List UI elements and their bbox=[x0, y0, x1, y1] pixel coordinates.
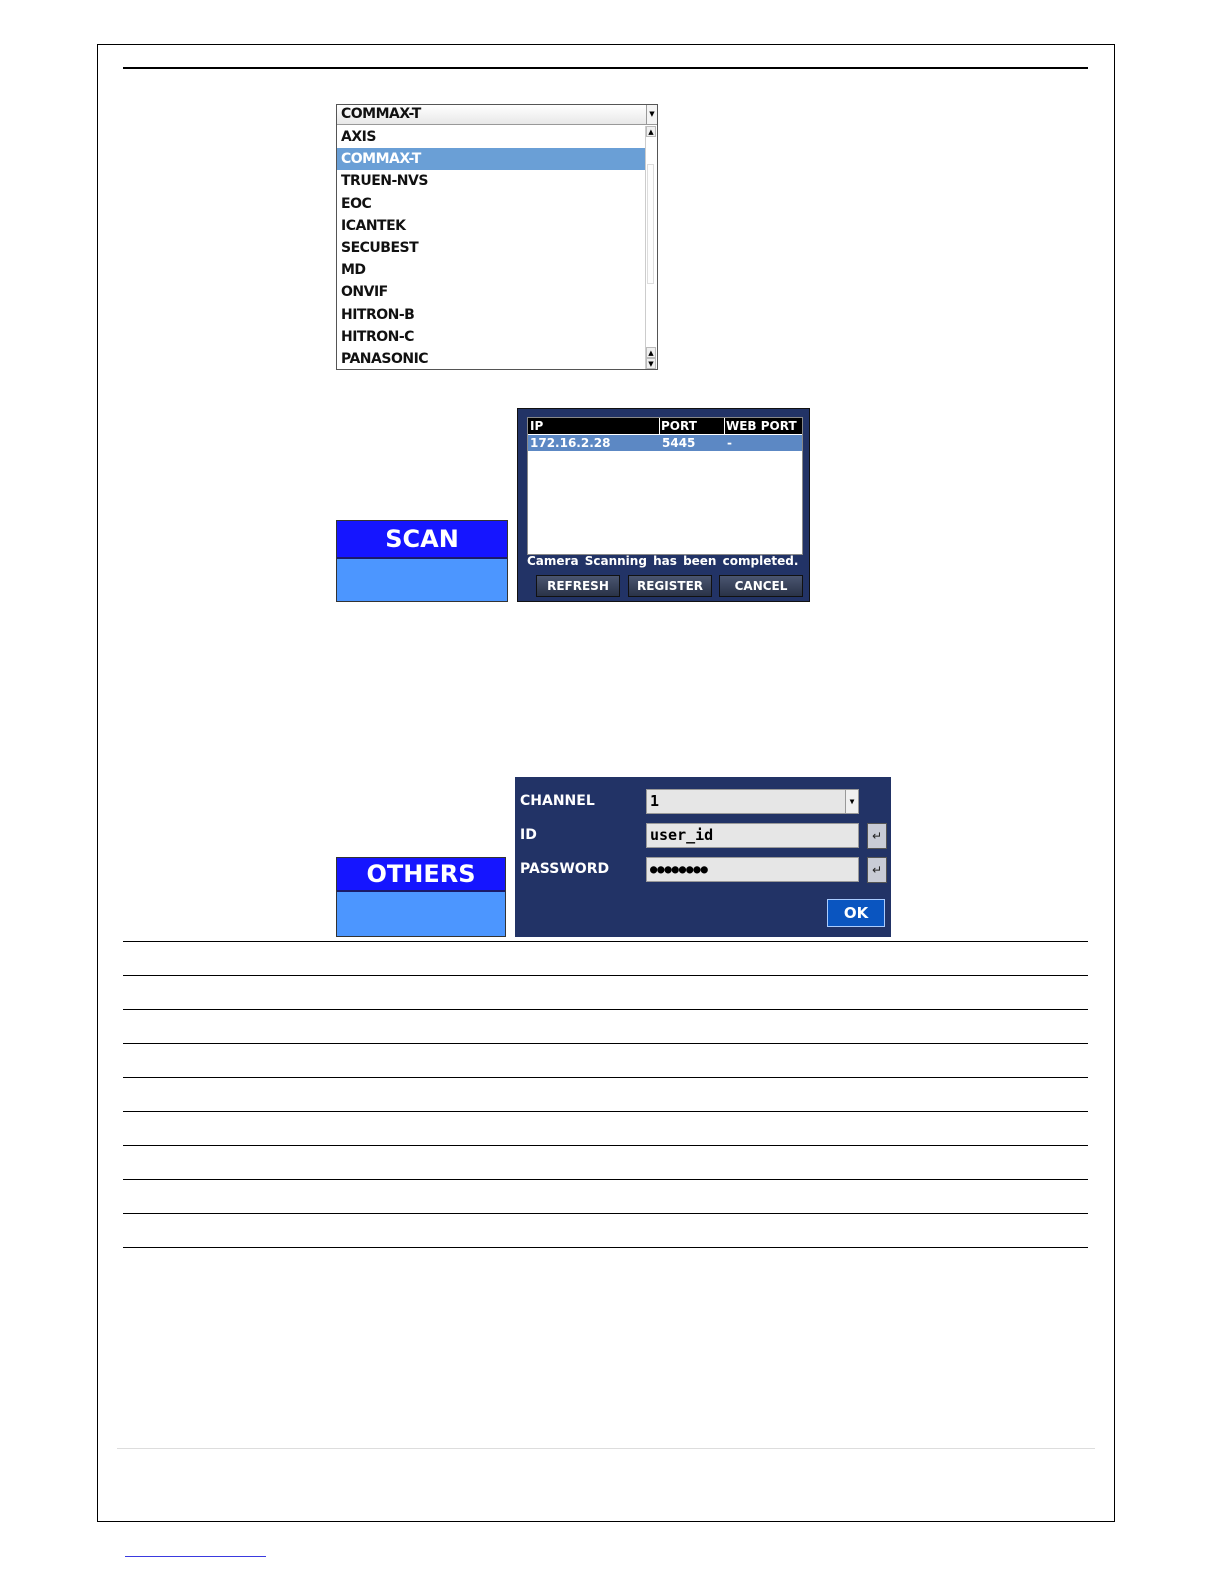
id-value: user_id bbox=[650, 826, 714, 844]
scroll-up-icon[interactable]: ▲ bbox=[646, 347, 656, 358]
list-item[interactable]: ONVIF bbox=[341, 284, 388, 301]
list-item[interactable]: TRUEN-NVS bbox=[341, 173, 428, 190]
rule-line bbox=[123, 941, 1088, 942]
scan-dialog bbox=[517, 408, 810, 602]
vendor-current-value: COMMAX-T bbox=[341, 106, 421, 122]
footer-rule bbox=[117, 1448, 1095, 1449]
cancel-button[interactable]: CANCEL bbox=[719, 575, 803, 597]
scroll-up-icon[interactable]: ▲ bbox=[646, 126, 656, 137]
list-item[interactable]: PANASONIC bbox=[341, 350, 429, 367]
vendor-dropdown[interactable] bbox=[336, 104, 658, 370]
enter-icon[interactable]: ↵ bbox=[867, 857, 887, 883]
cell-ip: 172.16.2.28 bbox=[530, 436, 611, 450]
scan-label: SCAN bbox=[337, 521, 507, 559]
scroll-thumb[interactable] bbox=[647, 164, 654, 284]
list-item[interactable]: ICANTEK bbox=[341, 217, 406, 234]
others-dialog bbox=[515, 777, 891, 937]
rule-line bbox=[123, 1247, 1088, 1248]
vendor-scrollbar[interactable] bbox=[645, 126, 656, 369]
scroll-down-icon[interactable]: ▼ bbox=[646, 358, 656, 369]
rule-line bbox=[123, 1179, 1088, 1180]
list-item[interactable]: HITRON-C bbox=[341, 328, 414, 345]
password-label: PASSWORD bbox=[520, 861, 610, 877]
rule-line bbox=[123, 1111, 1088, 1112]
link-underline bbox=[125, 1556, 266, 1557]
rule-line bbox=[123, 1145, 1088, 1146]
vendor-list bbox=[337, 126, 645, 370]
channel-select[interactable] bbox=[646, 789, 859, 814]
refresh-button[interactable]: REFRESH bbox=[536, 575, 620, 597]
list-item[interactable]: MD bbox=[341, 262, 366, 279]
rule-line bbox=[123, 975, 1088, 976]
others-label: OTHERS bbox=[337, 858, 505, 892]
column-ip: IP bbox=[530, 419, 544, 433]
id-field[interactable] bbox=[646, 823, 859, 848]
list-item[interactable]: AXIS bbox=[341, 129, 376, 145]
rule-line bbox=[123, 1077, 1088, 1078]
ok-button[interactable]: OK bbox=[827, 899, 885, 927]
password-field[interactable] bbox=[646, 857, 859, 882]
list-item[interactable]: HITRON-B bbox=[341, 306, 415, 323]
scan-label-box bbox=[336, 520, 508, 602]
rule-line bbox=[123, 1043, 1088, 1044]
vendor-dropdown-current[interactable] bbox=[337, 105, 657, 125]
chevron-down-icon[interactable]: ▼ bbox=[845, 790, 858, 813]
enter-icon[interactable]: ↵ bbox=[867, 823, 887, 849]
list-item[interactable]: EOC bbox=[341, 195, 372, 212]
chevron-down-icon[interactable]: ▼ bbox=[646, 105, 657, 124]
scan-results-table bbox=[527, 417, 803, 555]
cell-web-port: - bbox=[727, 436, 732, 450]
table-row[interactable] bbox=[528, 435, 802, 451]
list-item-selected[interactable]: COMMAX-T bbox=[337, 148, 645, 170]
rule-line bbox=[123, 1213, 1088, 1214]
list-item[interactable]: SECUBEST bbox=[341, 239, 419, 256]
table-header bbox=[528, 418, 802, 434]
header-rule bbox=[123, 67, 1088, 69]
channel-label: CHANNEL bbox=[520, 793, 595, 809]
register-button[interactable]: REGISTER bbox=[628, 575, 712, 597]
column-web-port: WEB PORT bbox=[724, 418, 802, 434]
channel-value: 1 bbox=[650, 792, 660, 810]
column-port: PORT bbox=[659, 418, 723, 434]
rule-line bbox=[123, 1009, 1088, 1010]
id-label: ID bbox=[520, 827, 537, 843]
others-label-box bbox=[336, 857, 506, 937]
cell-port: 5445 bbox=[662, 436, 696, 450]
password-value: ●●●●●●●● bbox=[650, 862, 708, 876]
scan-status-text: Camera Scanning has been completed. bbox=[527, 554, 799, 568]
